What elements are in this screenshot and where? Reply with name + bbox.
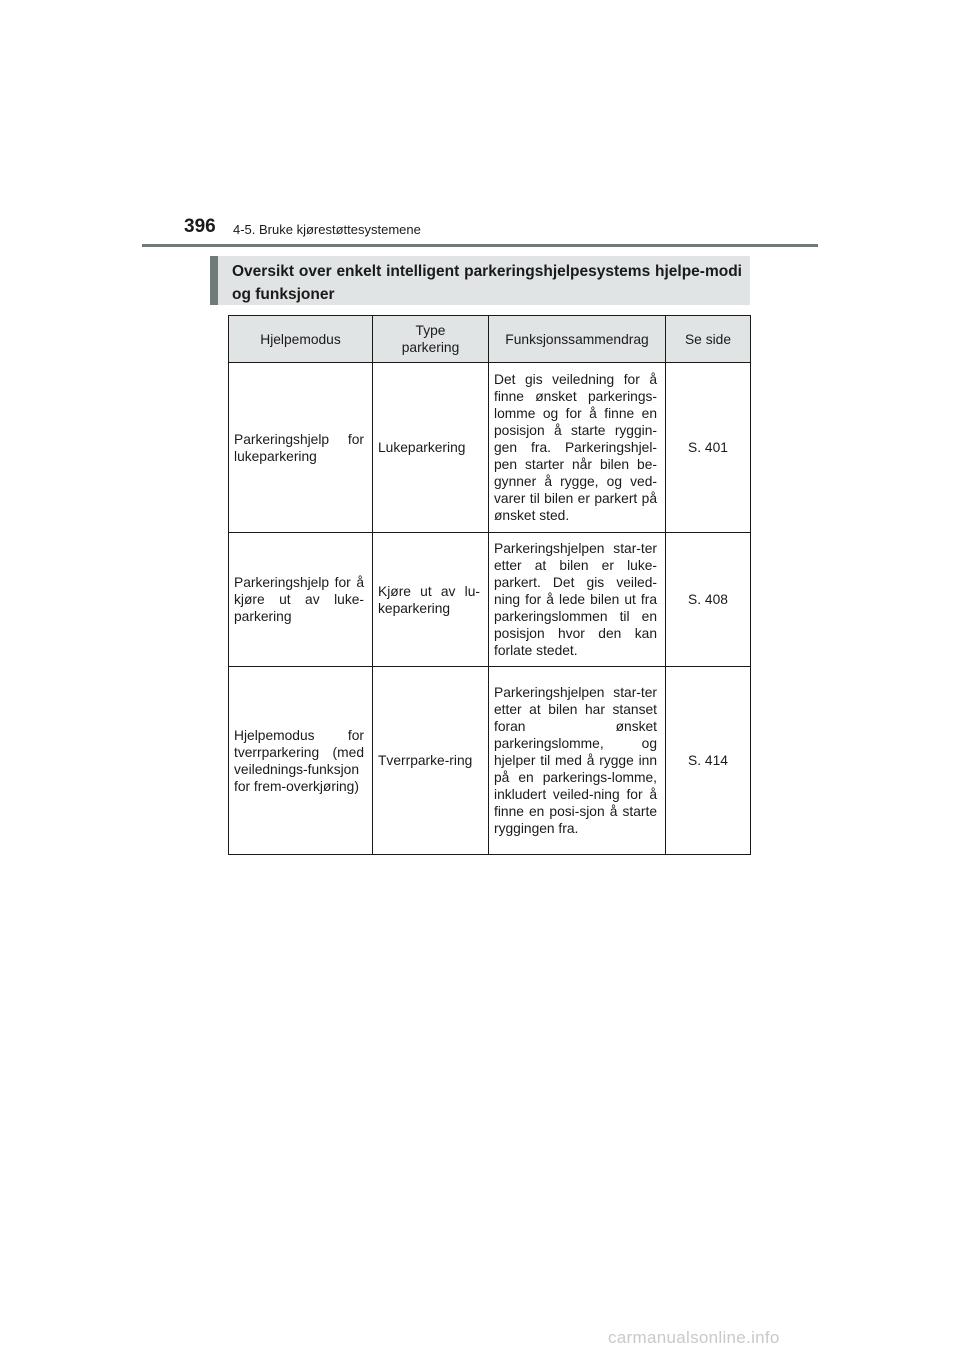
type-cell: Tverrparke-ring — [373, 667, 489, 855]
type-cell: Kjøre ut av lu-keparkering — [373, 533, 489, 667]
column-header-mode: Hjelpemodus — [229, 316, 373, 363]
table-row — [229, 363, 751, 533]
mode-cell: Hjelpemodus for tverrparkering (med veilednings-funksjon for frem-overkjøring) — [229, 667, 373, 855]
page-ref-cell: S. 408 — [666, 533, 751, 667]
mode-cell: Parkeringshjelp for lukeparkering — [229, 363, 373, 533]
column-header-summary: Funksjonssammendrag — [489, 316, 666, 363]
table-row — [229, 533, 751, 667]
section-heading-box — [210, 256, 750, 305]
column-header-type: Type parkering — [373, 316, 489, 363]
page-number: 396 — [184, 216, 216, 237]
table-header-row — [229, 316, 751, 363]
page-ref-cell: S. 401 — [666, 363, 751, 533]
column-header-page: Se side — [666, 316, 751, 363]
mode-cell: Parkeringshjelp for å kjøre ut av luke-parkering — [229, 533, 373, 667]
page-ref-cell: S. 414 — [666, 667, 751, 855]
summary-cell: Det gis veiledning for å finne ønsket parkerings-lomme og for å finne en posisjon å starte ryggin-gen fra. Parkeringshjel-pen starter når bilen be-gynner å rygge, og ved-varer til bilen er parkert på ønsket sted. — [489, 363, 666, 533]
watermark: carmanualsonline.info — [608, 1328, 780, 1347]
overview-table — [228, 315, 751, 855]
header-divider — [142, 244, 818, 247]
chapter-title: 4-5. Bruke kjørestøttesystemene — [233, 222, 421, 237]
summary-cell: Parkeringshjelpen star-ter etter at bilen er luke-parkert. Det gis veiled-ning for å lede bilen ut fra parkeringslommen til en posisjon hvor den kan forlate stedet. — [489, 533, 666, 667]
type-cell: Lukeparkering — [373, 363, 489, 533]
table-row — [229, 667, 751, 855]
summary-cell: Parkeringshjelpen star-ter etter at bilen har stanset foran ønsket parkeringslomme, og hjelper til med å rygge inn på en parkerings-lomme, inkludert veiled-ning for å finne en posi-sjon å starte ryggingen fra. — [489, 667, 666, 855]
section-title: Oversikt over enkelt intelligent parkeringshjelpesystems hjelpe-modi og funksjoner — [232, 263, 742, 303]
